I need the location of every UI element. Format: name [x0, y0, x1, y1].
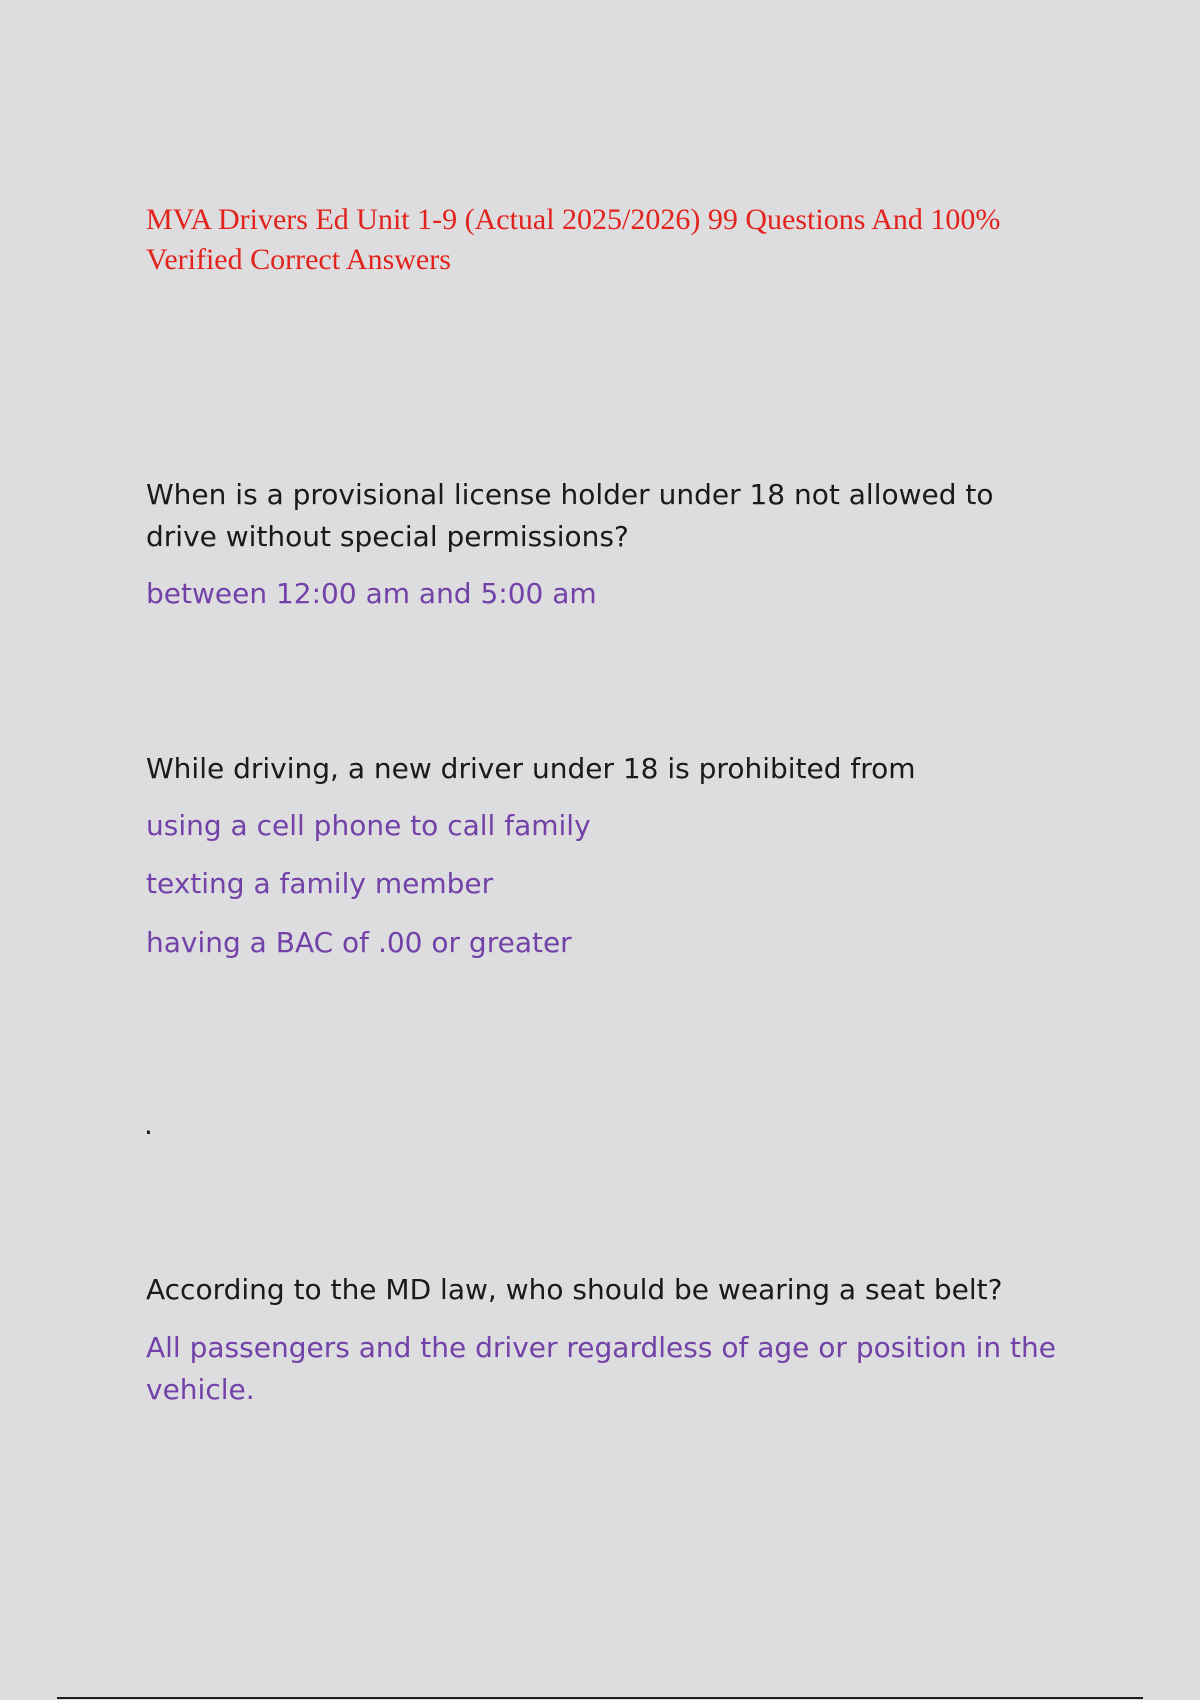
answer-2-1: using a cell phone to call family	[146, 809, 591, 842]
answer-1-1: between 12:00 am and 5:00 am	[146, 577, 597, 610]
answer-2-2: texting a family member	[146, 867, 494, 900]
question-3: According to the MD law, who should be wearing a seat belt?	[146, 1273, 1003, 1306]
question-2: While driving, a new driver under 18 is prohibited from	[146, 752, 916, 785]
answer-3-1: All passengers and the driver regardless of age or position in the vehicle.	[146, 1331, 1056, 1406]
document-title: MVA Drivers Ed Unit 1-9 (Actual 2025/2026) 99 Questions And 100% Verified Correct Answers	[146, 203, 1001, 276]
footer-rule	[57, 1697, 1143, 1699]
question-1: When is a provisional license holder under 18 not allowed to drive without special permissions?	[146, 478, 994, 553]
answer-2-3: having a BAC of .00 or greater	[146, 926, 572, 959]
separator-dot: .	[144, 1108, 153, 1141]
